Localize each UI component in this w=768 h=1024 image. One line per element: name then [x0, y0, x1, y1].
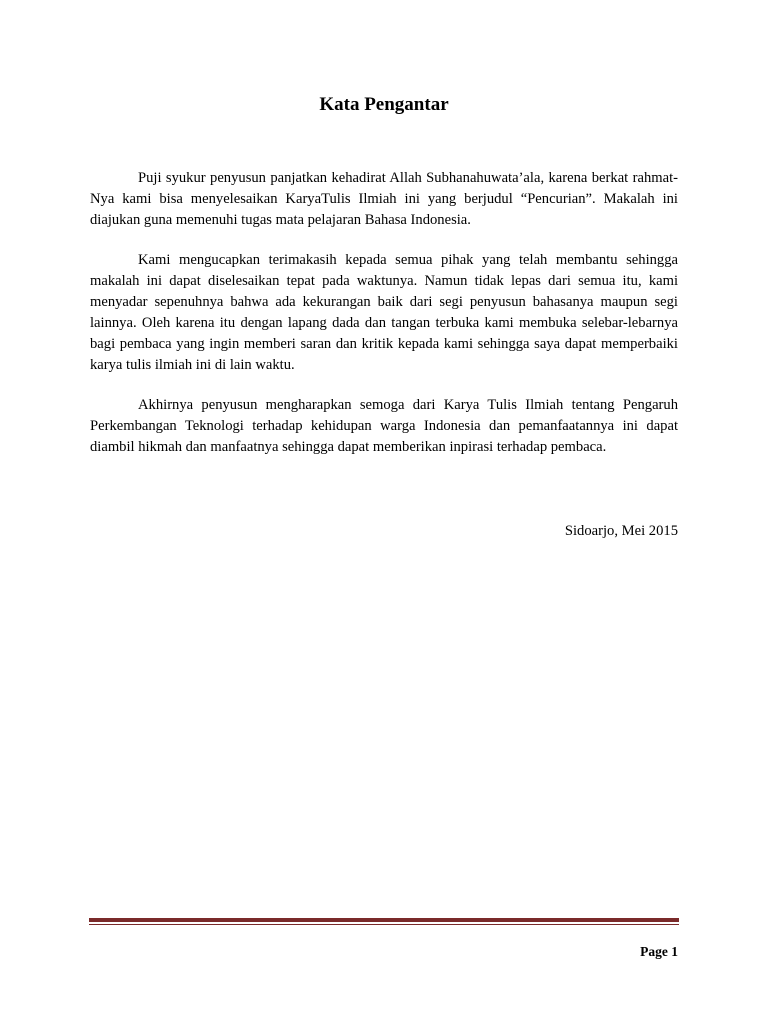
- paragraph-2: Kami mengucapkan terimakasih kepada semua pihak yang telah membantu sehingga makalah ini dapat diselesaikan tepat pada waktunya. Namun tidak lepas dari semua itu, kami menyadar sepenuhnya bahwa ada kekurangan baik dari segi penyusun bahasanya maupun segi lainnya. Oleh karena itu dengan lapang dada dan tangan terbuka kami membuka selebar-lebarnya bagi pembaca yang ingin memberi saran dan kritik kepada kami sehingga saya dapat memperbaiki karya tulis ilmiah ini di lain waktu.: [90, 252, 678, 373]
- paragraph-1: Puji syukur penyusun panjatkan kehadirat Allah Subhanahuwata’ala, karena berkat rahmat-Nya kami bisa menyelesaikan KaryaTulis Ilmiah ini yang berjudul “Pencurian”. Makalah ini diajukan guna memenuhi tugas mata pelajaran Bahasa Indonesia.: [90, 170, 678, 228]
- place-date-signoff: Sidoarjo, Mei 2015: [564, 523, 678, 539]
- footer-divider-thick-line: [89, 918, 679, 922]
- page-title: Kata Pengantar: [319, 94, 449, 115]
- page-number: Page 1: [640, 944, 678, 959]
- document-body: [90, 168, 678, 477]
- paragraph-3: Akhirnya penyusun mengharapkan semoga dari Karya Tulis Ilmiah tentang Pengaruh Perkembangan Teknologi terhadap kehidupan warga Indonesia dan pemanfaatannya ini dapat diambil hikmah dan manfaatnya sehingga dapat memberikan inpirasi terhadap pembaca.: [90, 397, 678, 455]
- footer-divider-thin-line: [89, 924, 679, 925]
- footer-divider: [89, 918, 679, 926]
